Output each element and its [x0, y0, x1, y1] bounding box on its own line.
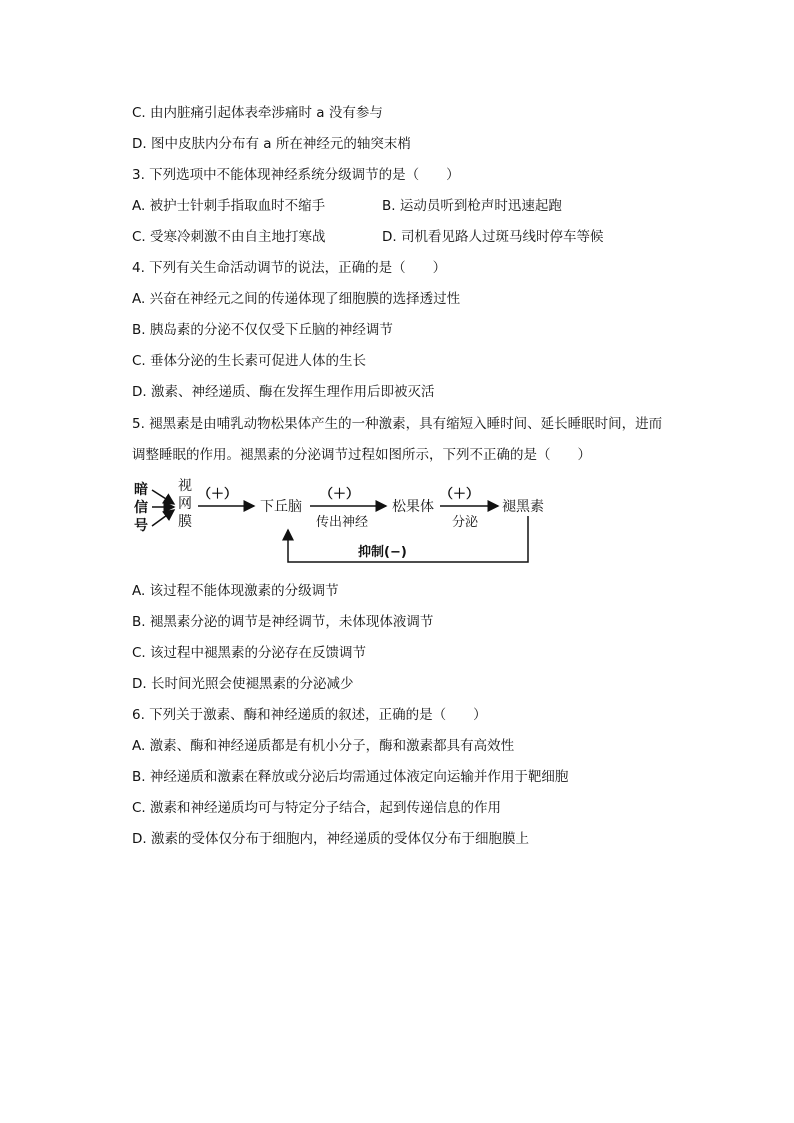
signal-char-3: 号	[134, 518, 148, 534]
q3-stem: 3. 下列选项中不能体现神经系统分级调节的是（ ）	[132, 167, 460, 183]
q3-option-a: A. 被护士针刺手指取血时不缩手	[132, 198, 326, 214]
efferent-nerve-label: 传出神经	[316, 515, 369, 530]
retina-char-2: 网	[178, 496, 192, 512]
q6-option-a: A. 激素、酶和神经递质都是有机小分子，酶和激素都具有高效性	[132, 738, 515, 754]
plus-label-2: （＋）	[320, 487, 360, 502]
q5-option-d: D. 长时间光照会使褪黑素的分泌减少	[132, 676, 354, 692]
q5-option-b: B. 褪黑素分泌的调节是神经调节，未体现体液调节	[132, 614, 434, 630]
retina-char-3: 膜	[178, 514, 192, 530]
pineal-label: 松果体	[392, 499, 434, 515]
signal-arrow-top	[152, 490, 174, 504]
q2-option-c: C. 由内脏痛引起体表牵涉痛时 a 没有参与	[132, 105, 383, 121]
q5-stem-line2: 调整睡眠的作用。褪黑素的分泌调节过程如图所示，下列不正确的是（ ）	[132, 447, 591, 463]
q2-option-d: D. 图中皮肤内分布有 a 所在神经元的轴突末梢	[132, 136, 411, 152]
plus-label-1: （＋）	[198, 487, 238, 502]
q5-option-c: C. 该过程中褪黑素的分泌存在反馈调节	[132, 645, 367, 661]
q5-option-a: A. 该过程不能体现激素的分级调节	[132, 583, 339, 599]
retina-char-1: 视	[178, 478, 192, 494]
q6-option-d: D. 激素的受体仅分布于细胞内，神经递质的受体仅分布于细胞膜上	[132, 831, 529, 847]
q4-option-b: B. 胰岛素的分泌不仅仅受下丘脑的神经调节	[132, 322, 393, 338]
q6-option-b: B. 神经递质和激素在释放或分泌后均需通过体液定向运输并作用于靶细胞	[132, 769, 569, 785]
q4-option-c: C. 垂体分泌的生长素可促进人体的生长	[132, 353, 367, 369]
q6-option-c: C. 激素和神经递质均可与特定分子结合，起到传递信息的作用	[132, 800, 502, 816]
q4-option-d: D. 激素、神经递质、酶在发挥生理作用后即被灭活	[132, 384, 435, 400]
q3-option-c: C. 受寒冷刺激不由自主地打寒战	[132, 229, 326, 245]
signal-char-2: 信	[134, 500, 148, 516]
signal-char-1: 暗	[134, 482, 148, 498]
hypothalamus-label: 下丘脑	[260, 499, 302, 515]
plus-label-3: （＋）	[440, 487, 480, 502]
q4-option-a: A. 兴奋在神经元之间的传递体现了细胞膜的选择透过性	[132, 291, 461, 307]
q5-stem-line1: 5. 褪黑素是由哺乳动物松果体产生的一种激素，具有缩短入睡时间、延长睡眠时间，进而	[132, 416, 663, 432]
melatonin-label: 褪黑素	[502, 499, 544, 515]
q3-option-b: B. 运动员听到枪声时迅速起跑	[382, 198, 562, 214]
q4-stem: 4. 下列有关生命活动调节的说法，正确的是（ ）	[132, 260, 447, 276]
inhibit-label: 抑制(−)	[358, 545, 407, 560]
q6-stem: 6. 下列关于激素、酶和神经递质的叙述，正确的是（ ）	[132, 707, 487, 723]
secretion-label: 分泌	[452, 515, 479, 530]
signal-arrow-bottom	[152, 510, 174, 526]
melatonin-regulation-diagram	[130, 476, 570, 568]
q3-option-d: D. 司机看见路人过斑马线时停车等候	[382, 229, 604, 245]
